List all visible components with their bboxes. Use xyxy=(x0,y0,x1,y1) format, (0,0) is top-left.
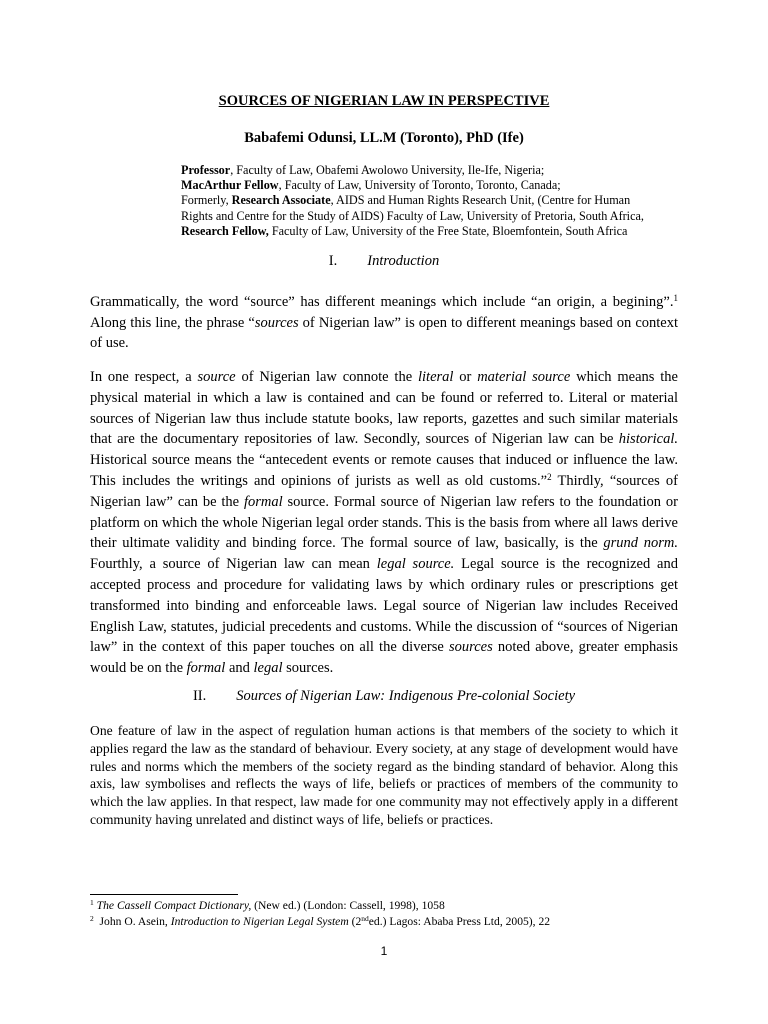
section-heading-pre-colonial: II. Sources of Nigerian Law: Indigenous Pre-colonial Society xyxy=(192,688,576,704)
author-affiliations xyxy=(181,163,681,239)
footnote-2: $^2$ John O. Asein, Introduction to Nigerian Legal System (2nded.) Lagos: Ababa Press Ltd, 2005), 22 xyxy=(90,914,551,928)
page-number: 1 xyxy=(380,944,388,958)
paragraph-sources-meanings: In one respect, a source of Nigerian law connote the literal or material source which means the physical material in which a law is contained and can be found or referred to. Literal or material sources of Nigerian law thus include statute books, law reports, gazettes and such similar materials that are the documentary repositories of law. Secondly, sources of Nigerian law can be historical. Historical source means the “antecedent events or remote causes that induced or influence the law. This includes the writings and opinions of jurists as well as old customs.”$^2$ Thirdly, “sources of Nigerian law” can be the formal source. Formal source of Nigerian law refers to the foundation or platform on which the whole Nigerian legal order stands. This is the basis from where all laws derive their ultimate validity and binding force. The formal source of law, basically, is the grund norm. Fourthly, a source of Nigerian law can mean legal source. Legal source is the recognized and accepted process and procedure for validating laws by which ordinary rules or prescriptions get transformed into binding and enforceable laws. Legal source of Nigerian law includes Received English Law, statutes, judicial precedents and customs. While the discussion of “sources of Nigerian law” in the context of this paper touches on all the diverse sources noted above, greater emphasis would be on the formal and legal sources. xyxy=(90,369,678,677)
affiliation-line: Rights and Centre for the Study of AIDS) Faculty of Law, University of Pretoria, South Africa, xyxy=(181,208,644,223)
paragraph-intro-definition: Grammatically, the word “source” has different meanings which include “an origin, a begining”.$^1$ Along this line, the phrase “sources of Nigerian law” is open to different meanings based on context of use. xyxy=(90,293,679,352)
footnotes xyxy=(90,898,690,930)
affiliation-line: MacArthur Fellow, Faculty of Law, University of Toronto, Toronto, Canada; xyxy=(181,178,561,193)
paper-title: SOURCES OF NIGERIAN LAW IN PERSPECTIVE xyxy=(218,93,550,109)
section-heading-introduction: I. Introduction xyxy=(328,253,440,269)
paragraph-law-regulation: One feature of law in the aspect of regulation human actions is that members of the society to which it applies regard the law as the standard of behaviour. Every society, at any stage of development would have rules and norms which the members of the society regard as the binding standard of behavior. Along this axis, law symbolises and reflects the ways of life, beliefs or practices of members of the community to which the law applies. In that respect, law made for one community may not effectively apply in a different community having unrelated and distinct ways of life, beliefs or practices. xyxy=(90,723,678,827)
footnote-1: $^1$ The Cassell Compact Dictionary, (New ed.) (London: Cassell, 1998), 1058 xyxy=(90,898,445,912)
footnote-ref-2[interactable]: 2 xyxy=(547,471,552,482)
affiliation-line: Formerly, Research Associate, AIDS and Human Rights Research Unit, (Centre for Human xyxy=(181,193,631,208)
footnote-separator xyxy=(90,894,238,895)
affiliation-line: Professor, Faculty of Law, Obafemi Awolowo University, Ile-Ife, Nigeria; xyxy=(181,163,545,177)
affiliation-line: Research Fellow, Faculty of Law, University of the Free State, Bloemfontein, South Africa xyxy=(181,223,628,238)
author-line: Babafemi Odunsi, LL.M (Toronto), PhD (Ife) xyxy=(244,130,524,146)
footnote-ref-1[interactable]: 1 xyxy=(673,293,678,303)
